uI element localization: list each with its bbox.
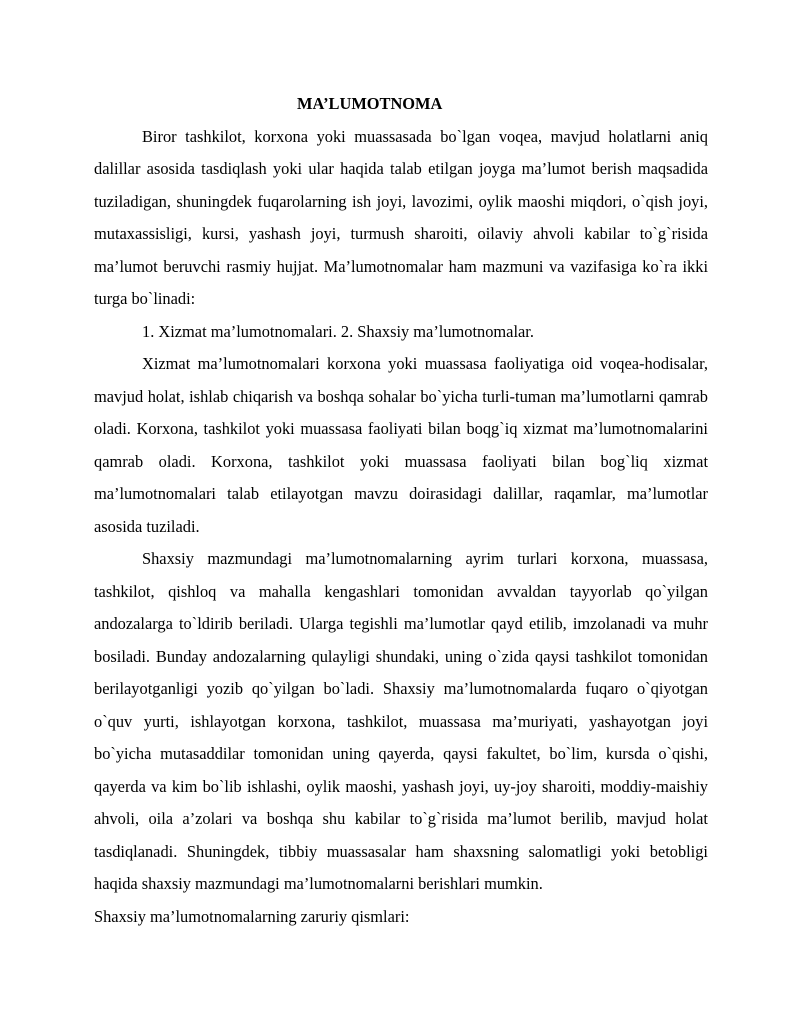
- paragraph-definition: Biror tashkilot, korxona yoki muassasada bo`lgan voqea, mavjud holatlarni aniq dalillar asosida tasdiqlash yoki ular haqida talab etilgan joyga ma’lumot berish maqsadida tuziladigan, shuningdek fuqarolarning ish joyi, lavozimi, oylik maoshi miqdori, o`qish joyi, mutaxassisligi, kursi, yashash joyi, turmush sharoiti, oilaviy ahvoli kabilar to`g`risida ma’lumot beruvchi rasmiy hujjat. Ma’lumotnomalar ham mazmuni va vazifasiga ko`ra ikki turga bo`linadi:: [94, 126, 708, 308]
- paragraph-service-references: Xizmat ma’lumotnomalari korxona yoki muassasa faoliyatiga oid voqea-hodisalar, mavjud holat, ishlab chiqarish va boshqa sohalar bo`yicha turli-tuman ma’lumotlarni qamrab oladi. Korxona, tashkilot yoki muassasa faoliyati bilan boqg`iq xizmat ma’lumotnomalarini qamrab oladi. Korxona, tashkilot yoki muassasa faoliyati bilan bog`liq xizmat ma’lumotnomalari talab etilayotgan mavzu doirasidagi dalillar, raqamlar, ma’lumotlar asosida tuziladi.: [94, 354, 708, 536]
- paragraph-required-parts: Shaxsiy ma’lumotnomalarning zaruriy qismlari:: [94, 906, 410, 926]
- document-page: [94, 88, 708, 933]
- paragraph-personal-references: Shaxsiy mazmundagi ma’lumotnomalarning ayrim turlari korxona, muassasa, tashkilot, qishloq va mahalla kengashlari tomonidan avvaldan tayyorlab qo`yilgan andozalarga to`ldirib beriladi. Ularga tegishli ma’lumotlar qayd etilib, imzolanadi va muhr bosiladi. Bunday andozalarning qulayligi shundaki, uning o`zida qaysi tashkilot tomonidan berilayotganligi yozib qo`yilgan bo`ladi. Shaxsiy ma’lumotnomalarda fuqaro o`qiyotgan o`quv yurti, ishlayotgan korxona, tashkilot, muassasa ma’muriyati, yashayotgan joyi bo`yicha mutasaddilar tomonidan uning qayerda, qaysi fakultet, bo`lim, kursda o`qishi, qayerda va kim bo`lib ishlashi, oylik maoshi, yashash joyi, uy-joy sharoiti, moddiy-maishiy ahvoli, oila a’zolari va boshqa shu kabilar to`g`risida ma’lumot berilib, mavjud holat tasdiqlanadi. Shuningdek, tibbiy muassasalar ham shaxsning salomatligi yoki betobligi haqida shaxsiy mazmundagi ma’lumotnomalarni berishlari mumkin.: [94, 549, 708, 893]
- paragraph-types-list: 1. Xizmat ma’lumotnomalari. 2. Shaxsiy ma’lumotnomalar.: [142, 321, 534, 341]
- document-title: MA’LUMOTNOMA: [297, 94, 443, 113]
